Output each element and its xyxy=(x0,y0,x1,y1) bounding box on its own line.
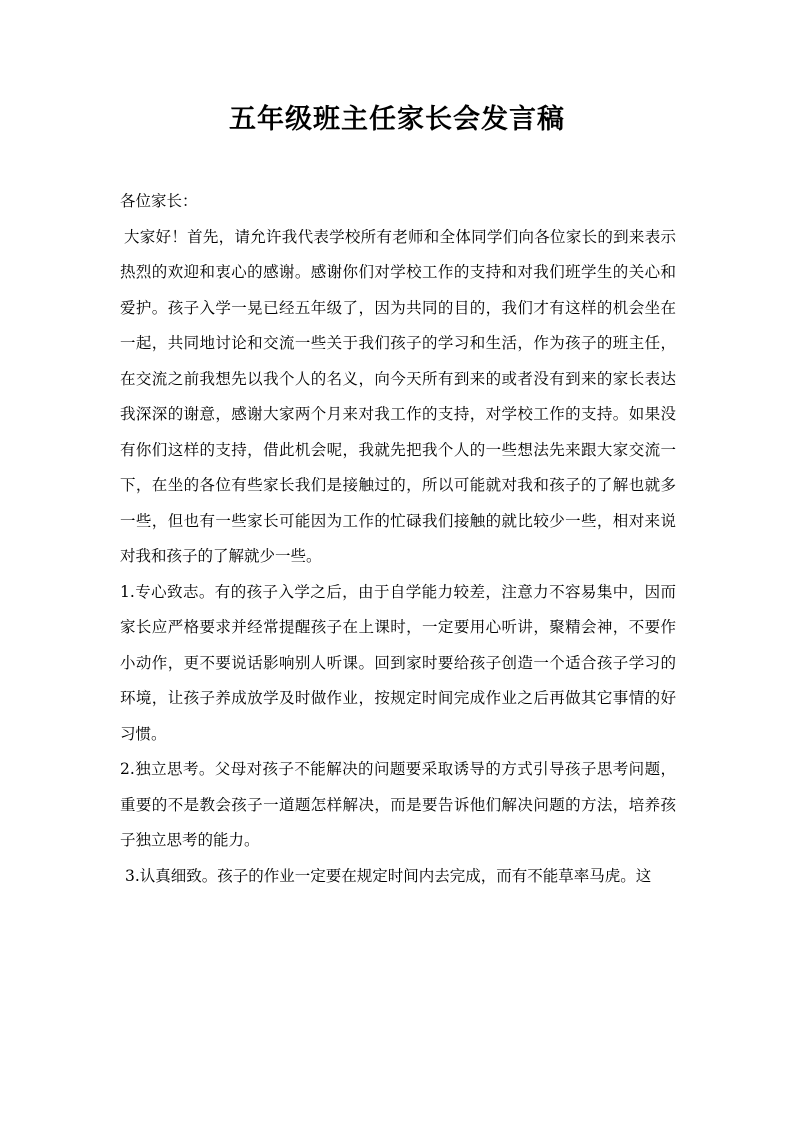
paragraph-item-2: 2.独立思考。父母对孩子不能解决的问题要采取诱导的方式引导孩子思考问题，重要的不是教会孩子一道题怎样解决，而是要告诉他们解决问题的方法，培养孩子独立思考的能力。 xyxy=(120,760,676,849)
document-title: 五年级班主任家长会发言稿 xyxy=(229,104,565,135)
greeting-line: 各位家长： xyxy=(120,192,198,210)
paragraph-item-3: 3.认真细致。孩子的作业一定要在规定时间内去完成，而有不能草率马虎。这 xyxy=(125,866,652,885)
paragraph-item-1: 1.专心致志。有的孩子入学之后，由于自学能力较差，注意力不容易集中，因而家长应严格要求并经常提醒孩子在上课时，一定要用心听讲，聚精会神，不要作小动作，更不要说话影响别人听课。回到家时要给孩子创造一个适合孩子学习的环境，让孩子养成放学及时做作业，按规定时间完成作业之后再做其它事情的好习惯。 xyxy=(120,582,676,743)
paragraph-intro: 大家好！首先，请允许我代表学校所有老师和全体同学们向各位家长的到来表示热烈的欢迎和衷心的感谢。感谢你们对学校工作的支持和对我们班学生的关心和爱护。孩子入学一晃已经五年级了，因为共同的目的，我们才有这样的机会坐在一起，共同地讨论和交流一些关于我们孩子的学习和生活，作为孩子的班主任，在交流之前我想先以我个人的名义，向今天所有到来的或者没有到来的家长表达我深深的谢意，感谢大家两个月来对我工作的支持，对学校工作的支持。如果没有你们这样的支持，借此机会呢，我就先把我个人的一些想法先来跟大家交流一下，在坐的各位有些家长我们是接触过的，所以可能就对我和孩子的了解也就多一些，但也有一些家长可能因为工作的忙碌我们接触的就比较少一些，相对来说对我和孩子的了解就少一些。 xyxy=(120,227,676,565)
document-body xyxy=(120,184,676,894)
